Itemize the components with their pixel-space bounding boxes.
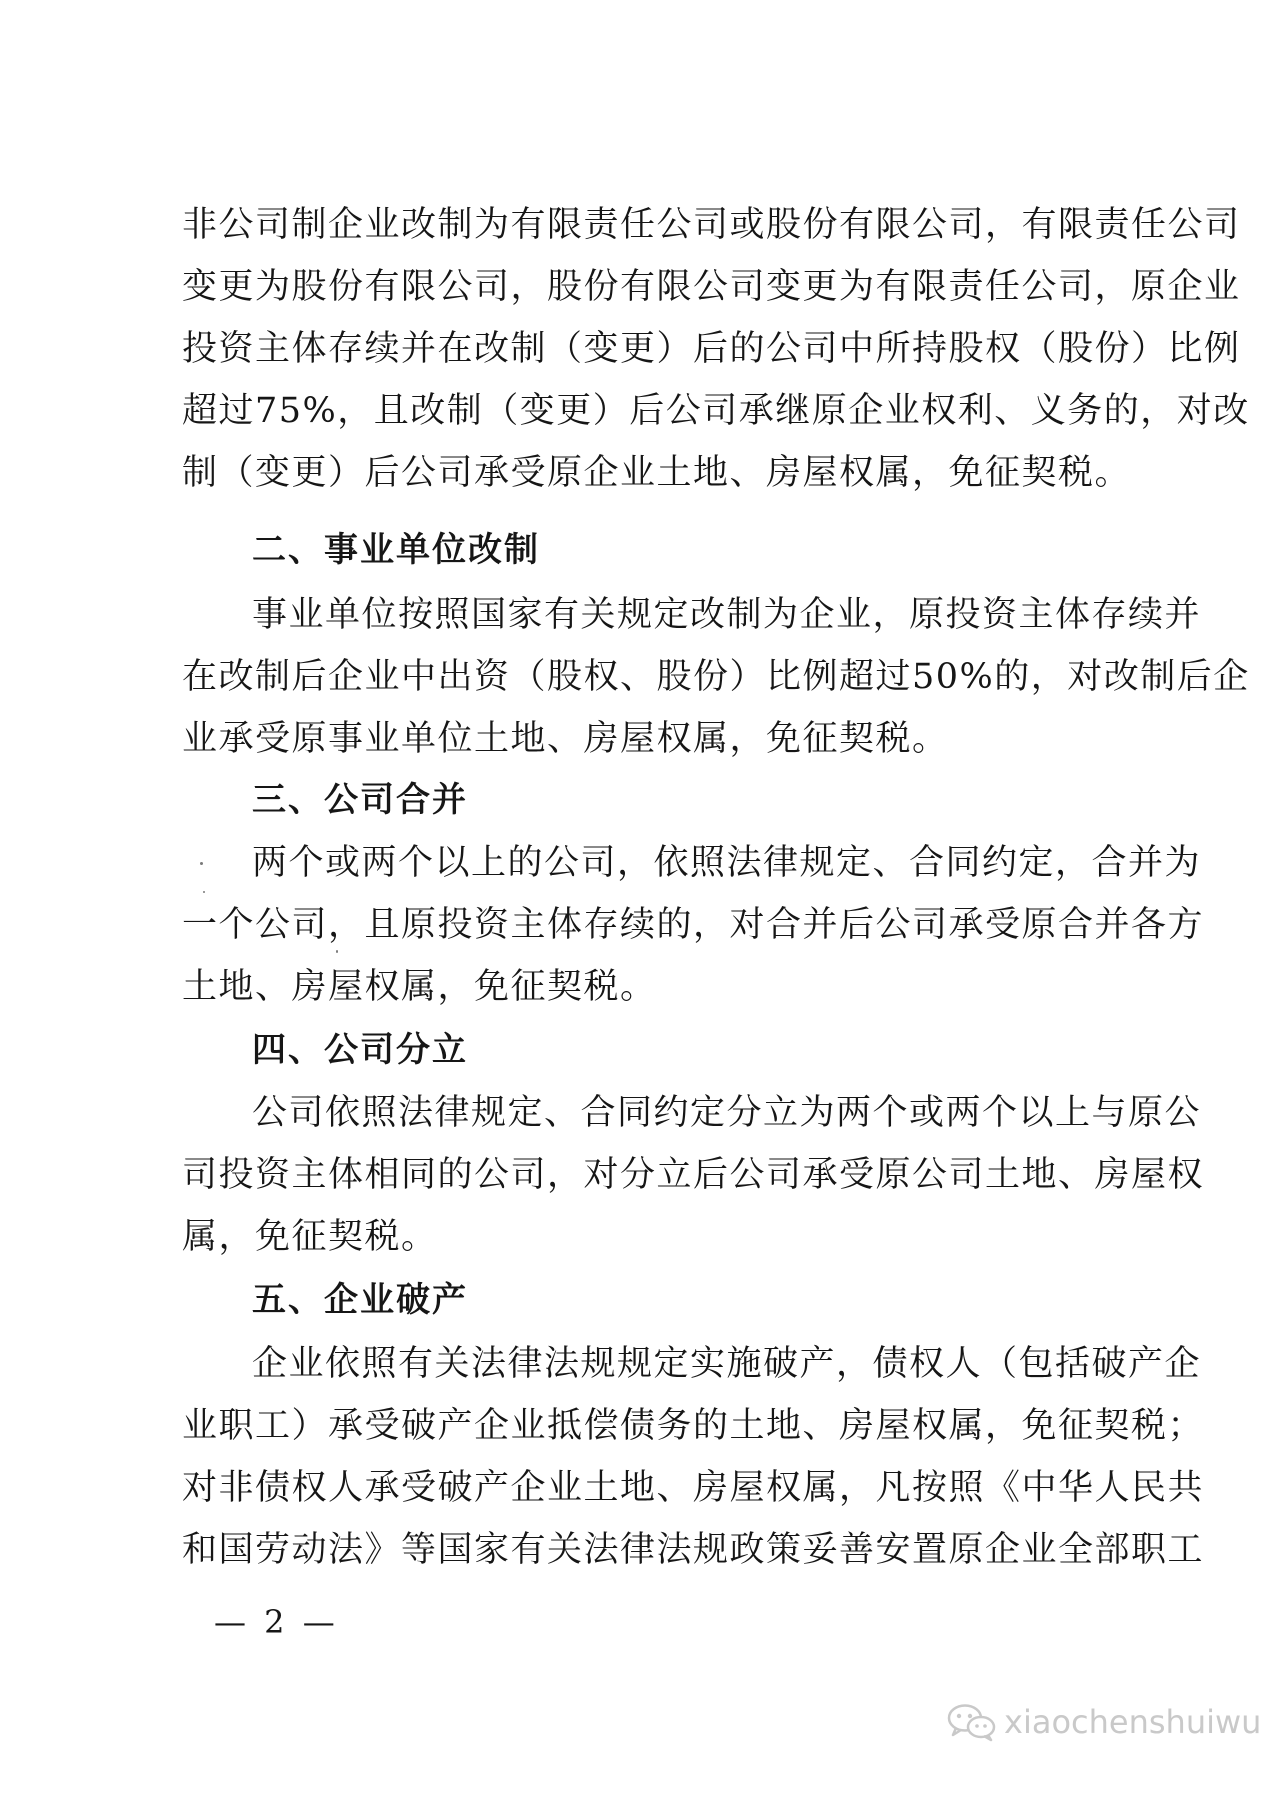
wechat-icon [946, 1702, 998, 1742]
body-line: 在改制后企业中出资（股权、股份）比例超过50%的，对改制后企 [182, 657, 1250, 697]
body-line: 对非债权人承受破产企业土地、房屋权属，凡按照《中华人民共 [182, 1468, 1205, 1508]
body-line: 土地、房屋权属，免征契税。 [182, 967, 657, 1007]
body-line: 超过75%，且改制（变更）后公司承继原企业权利、义务的，对改 [182, 391, 1250, 431]
watermark [946, 1702, 1261, 1742]
body-line: 和国劳动法》等国家有关法律法规政策妥善安置原企业全部职工 [182, 1530, 1205, 1570]
body-line: 公司依照法律规定、合同约定分立为两个或两个以上与原公 [252, 1093, 1202, 1133]
body-line: 投资主体存续并在改制（变更）后的公司中所持股权（股份）比例 [182, 329, 1241, 369]
body-line: 一个公司，且原投资主体存续的，对合并后公司承受原合并各方 [182, 905, 1205, 945]
body-line: 企业依照有关法律法规规定实施破产，债权人（包括破产企 [252, 1344, 1202, 1384]
section-heading: 三、公司合并 [252, 780, 468, 820]
body-line: 属，免征契税。 [182, 1217, 438, 1257]
watermark-text: xiaochenshuiwu [1004, 1703, 1262, 1741]
body-line: 业承受原事业单位土地、房屋权属，免征契税。 [182, 719, 949, 759]
body-line: 事业单位按照国家有关规定改制为企业，原投资主体存续并 [252, 595, 1202, 635]
body-line: 制（变更）后公司承受原企业土地、房屋权属，免征契税。 [182, 453, 1132, 493]
body-line: 非公司制企业改制为有限责任公司或股份有限公司，有限责任公司 [182, 205, 1241, 245]
body-line: 变更为股份有限公司，股份有限公司变更为有限责任公司，原企业 [182, 267, 1241, 307]
body-line: 业职工）承受破产企业抵偿债务的土地、房屋权属，免征契税； [182, 1406, 1205, 1446]
section-heading: 五、企业破产 [252, 1280, 468, 1320]
section-heading: 二、事业单位改制 [252, 530, 540, 570]
body-line: 司投资主体相同的公司，对分立后公司承受原公司土地、房屋权 [182, 1155, 1205, 1195]
section-heading: 四、公司分立 [252, 1030, 468, 1070]
body-line: 两个或两个以上的公司，依照法律规定、合同约定，合并为 [252, 843, 1202, 883]
page-number: — 2 — [214, 1603, 339, 1641]
